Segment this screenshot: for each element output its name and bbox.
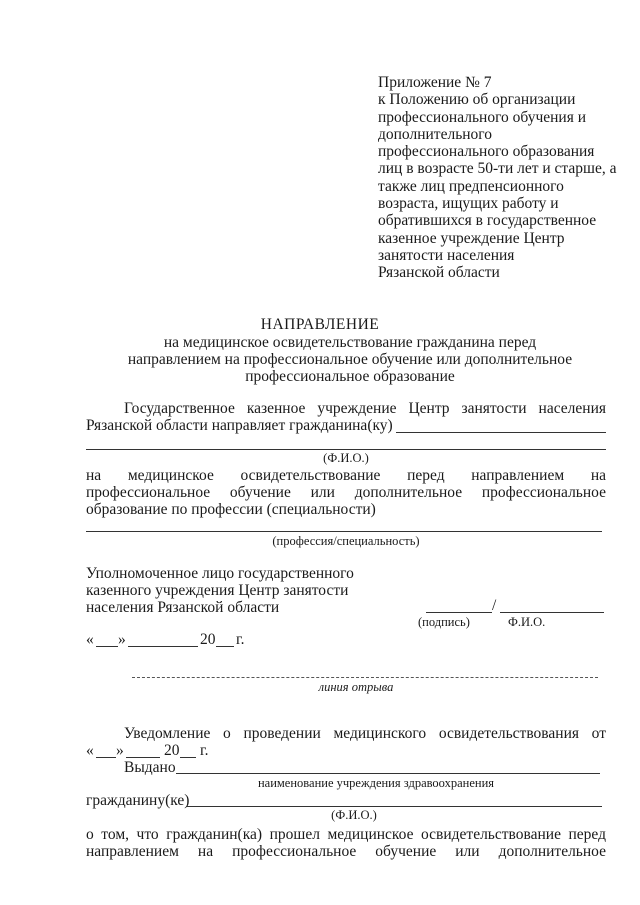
institution-caption: наименование учреждения здравоохранения (257, 776, 495, 790)
appendix-line: Рязанской области (378, 264, 500, 282)
issued-label: Выдано (124, 759, 176, 776)
signature-field[interactable] (426, 612, 492, 613)
paragraph-line: Государственное казенное учреждение Центр занятости населения (124, 400, 606, 417)
date-year-suffix: г. (236, 631, 245, 648)
tear-line (132, 677, 598, 678)
appendix-line: профессионального образования (378, 143, 595, 161)
signature-line: населения Рязанской области (86, 599, 280, 616)
date-open-quote: « (86, 631, 94, 648)
appendix-line: профессионального обучения и (378, 108, 587, 126)
paragraph-line: Рязанской области направляет гражданина(ку) (86, 417, 393, 434)
notice-date-open: « (86, 742, 94, 759)
appendix-line: к Положению об организации (378, 91, 576, 109)
notice-citizen-field[interactable] (186, 806, 602, 807)
fio-caption: (Ф.И.О.) (323, 451, 369, 465)
citizen-name-field-full[interactable] (86, 449, 606, 450)
paragraph-line: на медицинское освидетельствование перед направлением на (86, 467, 606, 484)
appendix-line: возраста, ищущих работу и (378, 195, 559, 213)
appendix-line: занятости населения (378, 246, 515, 264)
date-year-prefix: 20 (200, 631, 216, 648)
tear-line-caption: линия отрыва (318, 680, 394, 694)
profession-caption: (профессия/специальность) (272, 534, 420, 548)
appendix-block (378, 74, 616, 282)
appendix-line: обратившихся в государственное (378, 212, 597, 230)
appendix-line: Приложение № 7 (378, 74, 492, 91)
citizen-name-field[interactable] (396, 432, 606, 433)
notice-year-prefix: 20 (164, 742, 180, 759)
date-day-field[interactable] (96, 646, 118, 647)
notice-paragraph-line: о том, что гражданин(ка) прошел медицинское освидетельствование перед (86, 826, 606, 843)
appendix-line: дополнительного (378, 125, 493, 143)
sign-caption: (подпись) (418, 615, 470, 629)
title-subline: профессиональное образование (245, 368, 455, 385)
notice-year-suffix: г. (200, 742, 209, 759)
notice-fio-caption: (Ф.И.О.) (331, 808, 377, 822)
date-month-field[interactable] (128, 646, 198, 647)
appendix-line: также лиц предпенсионного (378, 177, 564, 195)
notice-line: Уведомление о проведении медицинского освидетельствования от (124, 725, 606, 742)
date-year-field[interactable] (216, 646, 234, 647)
institution-field[interactable] (176, 773, 600, 774)
signer-fio-caption: Ф.И.О. (508, 615, 546, 629)
notice-month-field[interactable] (126, 757, 160, 758)
title-subline: направлением на профессиональное обучение или дополнительное (127, 351, 573, 368)
appendix-line: казенное учреждение Центр (378, 229, 565, 247)
paragraph-line: образование по профессии (специальности) (86, 501, 376, 518)
signer-name-field[interactable] (500, 612, 604, 613)
slash-separator: / (492, 597, 497, 614)
notice-year-field[interactable] (180, 757, 196, 758)
date-close-quote: » (118, 631, 126, 648)
notice-day-field[interactable] (96, 757, 116, 758)
notice-paragraph-line: направлением на профессиональное обучение или дополнительное (86, 843, 606, 860)
signature-line: Уполномоченное лицо государственного (86, 565, 354, 582)
signature-line: казенного учреждения Центр занятости (86, 582, 349, 599)
profession-field[interactable] (86, 531, 602, 532)
notice-date-close: » (116, 742, 124, 759)
document-title: НАПРАВЛЕНИЕ (260, 316, 380, 333)
title-subline: на медицинское освидетельствование гражданина перед (163, 334, 537, 351)
appendix-line: лиц в возрасте 50-ти лет и старше, а (378, 160, 617, 178)
paragraph-line: профессиональное обучение или дополнительное профессиональное (86, 484, 606, 501)
citizen-label: гражданину(ке) (86, 792, 190, 809)
